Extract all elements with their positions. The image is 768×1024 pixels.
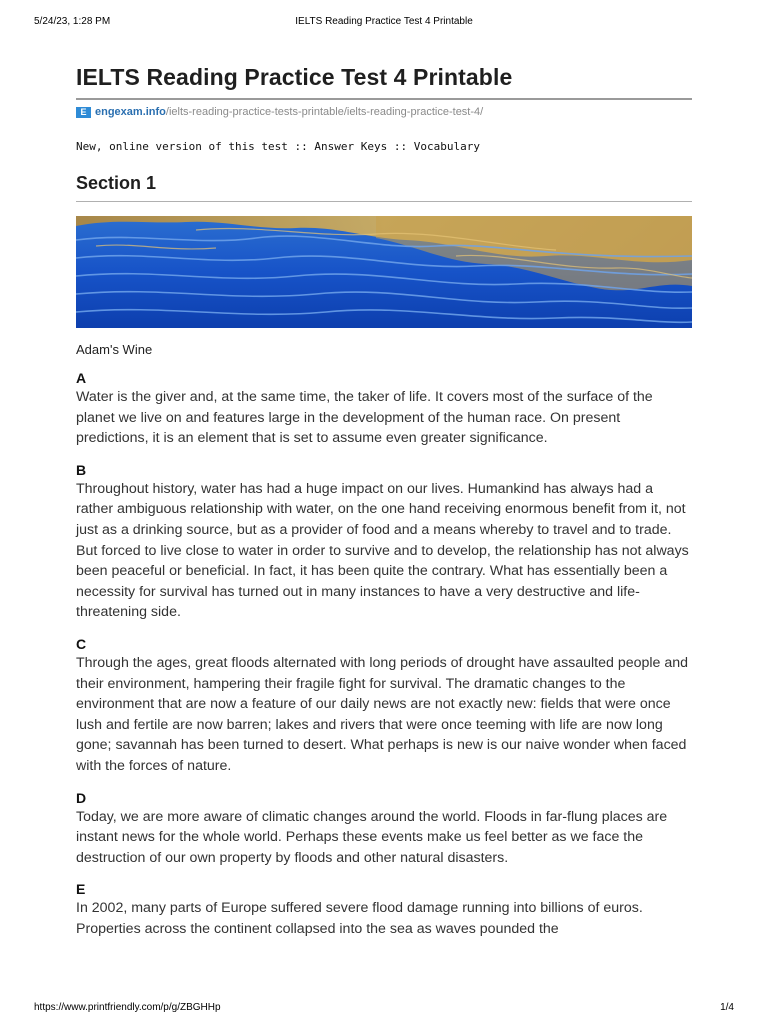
paragraph-a xyxy=(76,369,692,449)
page-number: 1/4 xyxy=(720,1002,734,1013)
paragraph-letter: B xyxy=(76,461,87,478)
source-path: /ielts-reading-practice-tests-printable/ielts-reading-practice-test-4/ xyxy=(165,106,484,118)
water-ripples-photo xyxy=(76,216,692,328)
paragraph-text: Water is the giver and, at the same time, the taker of life. It covers most of the surface of the planet we live on and features large in the development of the human race. On present predictions, it is an element that is set to assume even greater significance. xyxy=(76,389,653,447)
print-datetime: 5/24/23, 1:28 PM xyxy=(34,16,111,27)
source-link[interactable] xyxy=(95,106,483,118)
paragraph-e xyxy=(76,880,692,939)
paragraph-text: Throughout history, water has had a huge impact on our lives. Humankind has always had a rather ambiguous relationship with water, on the one hand receiving enormous benefit from it, not just as a drinking source, but as a provider of food and a means whereby to travel and to trade. But forced to live close to water in order to survive and to develop, the relationship has not always been peaceful or beneficial. In fact, it has been quite the contrary. What has essentially been a necessity for survival has turned out in many instances to have a very destructive and life-threatening side. xyxy=(76,480,689,621)
source-domain: engexam.info xyxy=(95,106,166,118)
paragraph-text: In 2002, many parts of Europe suffered severe flood damage running into billions of euros. Properties across the continent collapsed into the sea as waves pounded the xyxy=(76,900,643,937)
links-line: New, online version of this test :: Answer Keys :: Vocabulary xyxy=(76,140,480,153)
paragraph-letter: C xyxy=(76,635,87,652)
paragraph-letter: A xyxy=(76,370,87,386)
source-line xyxy=(76,106,692,118)
paragraph-text: Today, we are more aware of climatic changes around the world. Floods in far-flung places are instant news for the whole world. Perhaps these events make us feel better as we face the destruction of our own property by floods and other natural disasters. xyxy=(76,808,668,866)
engexam-logo-icon: E xyxy=(76,107,91,118)
paragraph-b xyxy=(76,461,692,623)
passage-title: Adam's Wine xyxy=(76,342,153,357)
document-title: IELTS Reading Practice Test 4 Printable xyxy=(76,64,692,100)
paragraph-c xyxy=(76,635,692,777)
paragraph-text: Through the ages, great floods alternated with long periods of drought have assaulted people and their environment, hampering their fragile fight for survival. The dramatic changes to the environment that are now a feature of our daily news are not exactly new: fields that were once lush and fertile are now barren; lakes and rivers that were once teeming with life are now long gone; savannah has been turned to desert. What perhaps is new is our naive wonder when faced with the forces of nature. xyxy=(76,654,689,774)
paragraph-letter: E xyxy=(76,881,86,898)
print-url: https://www.printfriendly.com/p/g/ZBGHHp xyxy=(34,1002,221,1013)
document-content xyxy=(76,64,692,939)
print-title: IELTS Reading Practice Test 4 Printable xyxy=(295,16,473,27)
section-heading: Section 1 xyxy=(76,173,692,202)
paragraph-letter: D xyxy=(76,789,87,806)
paragraph-d xyxy=(76,789,692,869)
